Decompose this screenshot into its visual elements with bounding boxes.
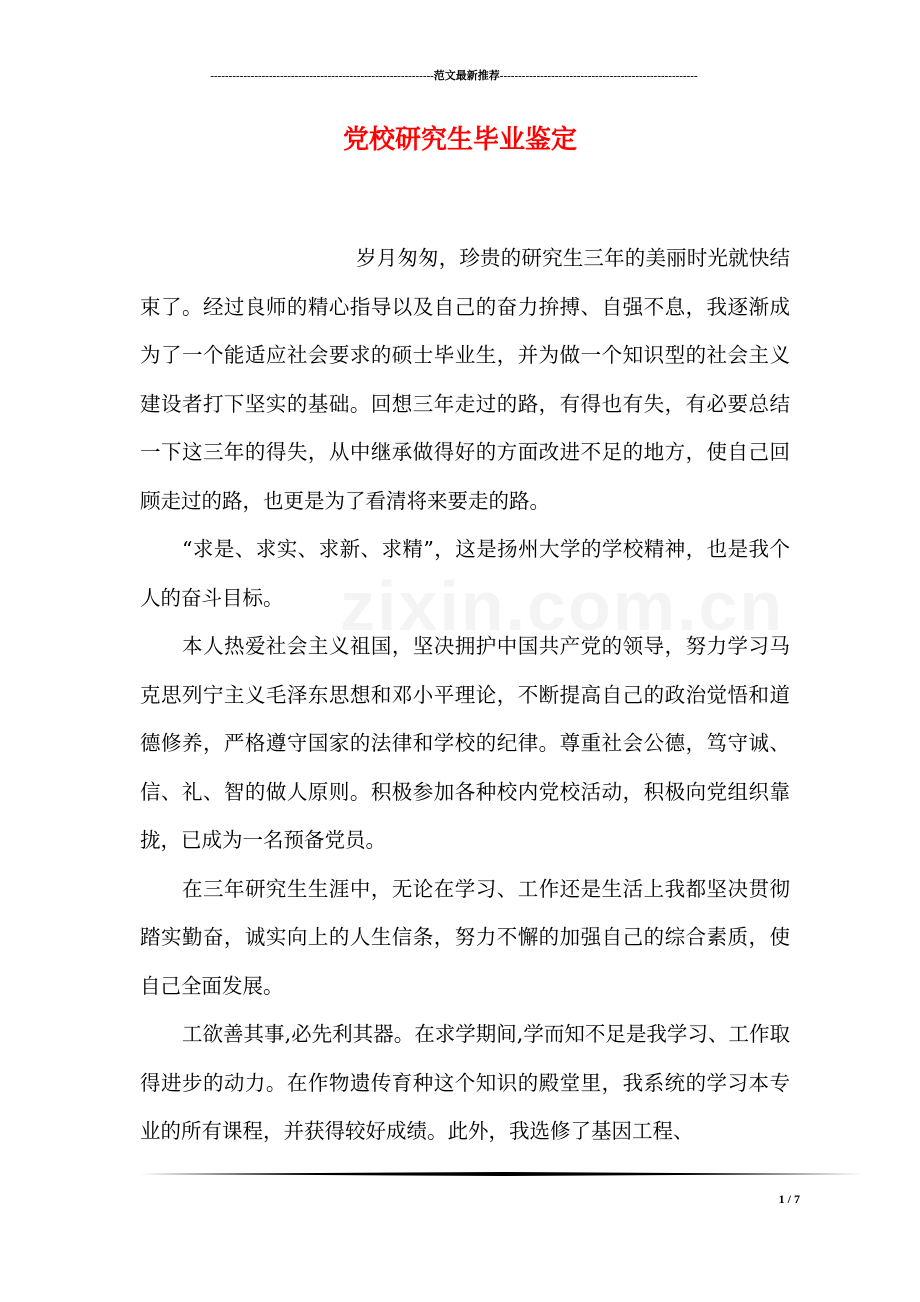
document-title: 党校研究生毕业鉴定 xyxy=(342,125,577,155)
paragraph-2: “求是、求实、求新、求精”，这是扬州大学的学校精神，也是我个人的奋斗目标。 xyxy=(140,537,790,610)
paragraph-1: 岁月匆匆，珍贵的研究生三年的美丽时光就快结束了。经过良师的精心指导以及自己的奋力拚搏、自强不息，我逐渐成为了一个能适应社会要求的硕士毕业生，并为做一个知识型的社会主义建设者打下坚实的基础。回想三年走过的路，有得也有失，有必要总结一下这三年的得失，从中继承做得好的方面改进不足的地方，使自己回顾走过的路，也更是为了看清将来要走的路。 xyxy=(140,246,790,513)
paragraph-5: 工欲善其事,必先利其器。在求学期间,学而知不足是我学习、工作取得进步的动力。在作物遗传育种这个知识的殿堂里，我系统的学习本专业的所有课程，并获得较好成绩。此外，我选修了基因工程、 xyxy=(140,1022,790,1143)
page-number: 1 / 7 xyxy=(778,1192,800,1206)
paragraph-4: 在三年研究生生涯中，无论在学习、工作还是生活上我都坚决贯彻踏实勤奋，诚实向上的人生信条，努力不懈的加强自己的综合素质，使自己全面发展。 xyxy=(140,876,790,998)
document-body xyxy=(140,234,790,1156)
paragraph-3: 本人热爱社会主义祖国，坚决拥护中国共产党的领导，努力学习马克思列宁主义毛泽东思想和邓小平理论，不断提高自己的政治觉悟和道德修养，严格遵守国家的法律和学校的纪律。尊重社会公德，笃守诚、信、礼、智的做人原则。积极参加各种校内党校活动，积极向党组织靠拢，已成为一名预备党员。 xyxy=(140,634,790,852)
footer-divider xyxy=(140,1172,862,1176)
header-banner: -------------------------------------------------------------范文最新推荐------------------------------------------------------ xyxy=(210,70,698,82)
